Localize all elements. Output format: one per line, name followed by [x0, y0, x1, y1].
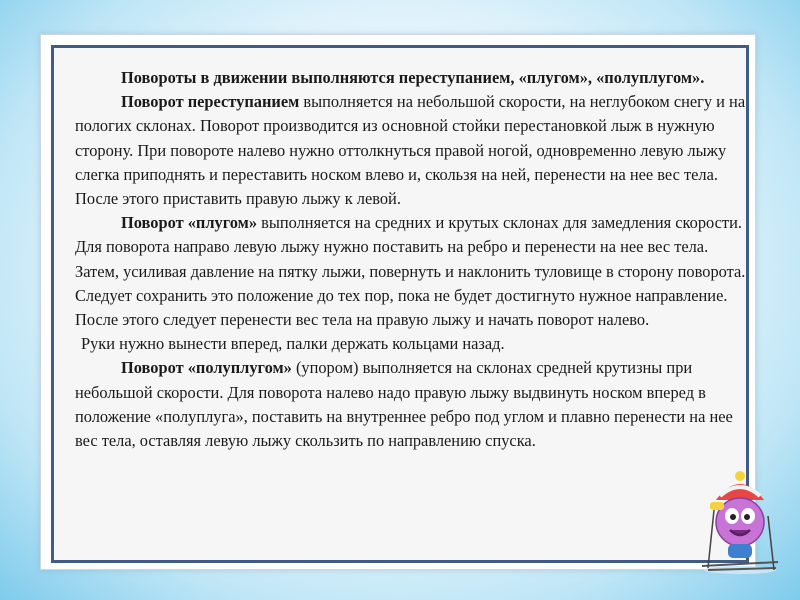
paragraph-hands [75, 332, 747, 356]
paragraph-plow-turn [75, 211, 747, 332]
half-plow-text: (упором) выполняется на склонах средней крутизны при небольшой скорости. Для поворота налево надо правую лыжу выдвинуть носком вперед в положение «полуплуга», поставить на внутреннее ребро под углом и плавно перенести на нее вес тела, оставляя левую лыжу скользить по направлению спуска. [75, 358, 733, 451]
content-box [51, 45, 749, 563]
slide-frame [40, 34, 756, 570]
intro-heading: Повороты в движении выполняются переступанием, «плугом», «полуплугом». [121, 68, 705, 87]
paragraph-step-turn [75, 90, 747, 211]
paragraph-half-plow [75, 356, 747, 453]
hands-text: Руки нужно вынести вперед, палки держать кольцами назад. [81, 334, 505, 354]
step-turn-heading: Поворот переступанием [121, 92, 300, 112]
plow-turn-text: выполняется на средних и крутых склонах для замедления скорости. Для поворота направо левую лыжу нужно поставить на ребро и перенести на нее вес тела. Затем, усиливая давление на пятку лыжи, повернуть и наклонить туловище в сторону поворота. Следует сохранить это положение до тех пор, пока не будет достигнуто нужное направление. После этого следует перенести вес тела на правую лыжу и начать поворот налево. [75, 213, 746, 330]
slide-text [75, 66, 747, 453]
half-plow-heading: Поворот «полуплугом» [121, 358, 292, 378]
skier-smiley-icon [698, 470, 780, 576]
plow-turn-heading: Поворот «плугом» [121, 213, 258, 233]
paragraph-intro [75, 66, 747, 90]
step-turn-text: выполняется на небольшой скорости, на неглубоком снегу и на пологих склонах. Поворот производится из основной стойки перестановкой лыж в нужную сторону. При повороте налево нужно оттолкнуться правой ногой, одновременно левую лыжу слегка приподнять и переставить носком влево и, скользя на ней, перенести на нее вес тела. После этого приставить правую лыжу к левой. [75, 92, 746, 209]
